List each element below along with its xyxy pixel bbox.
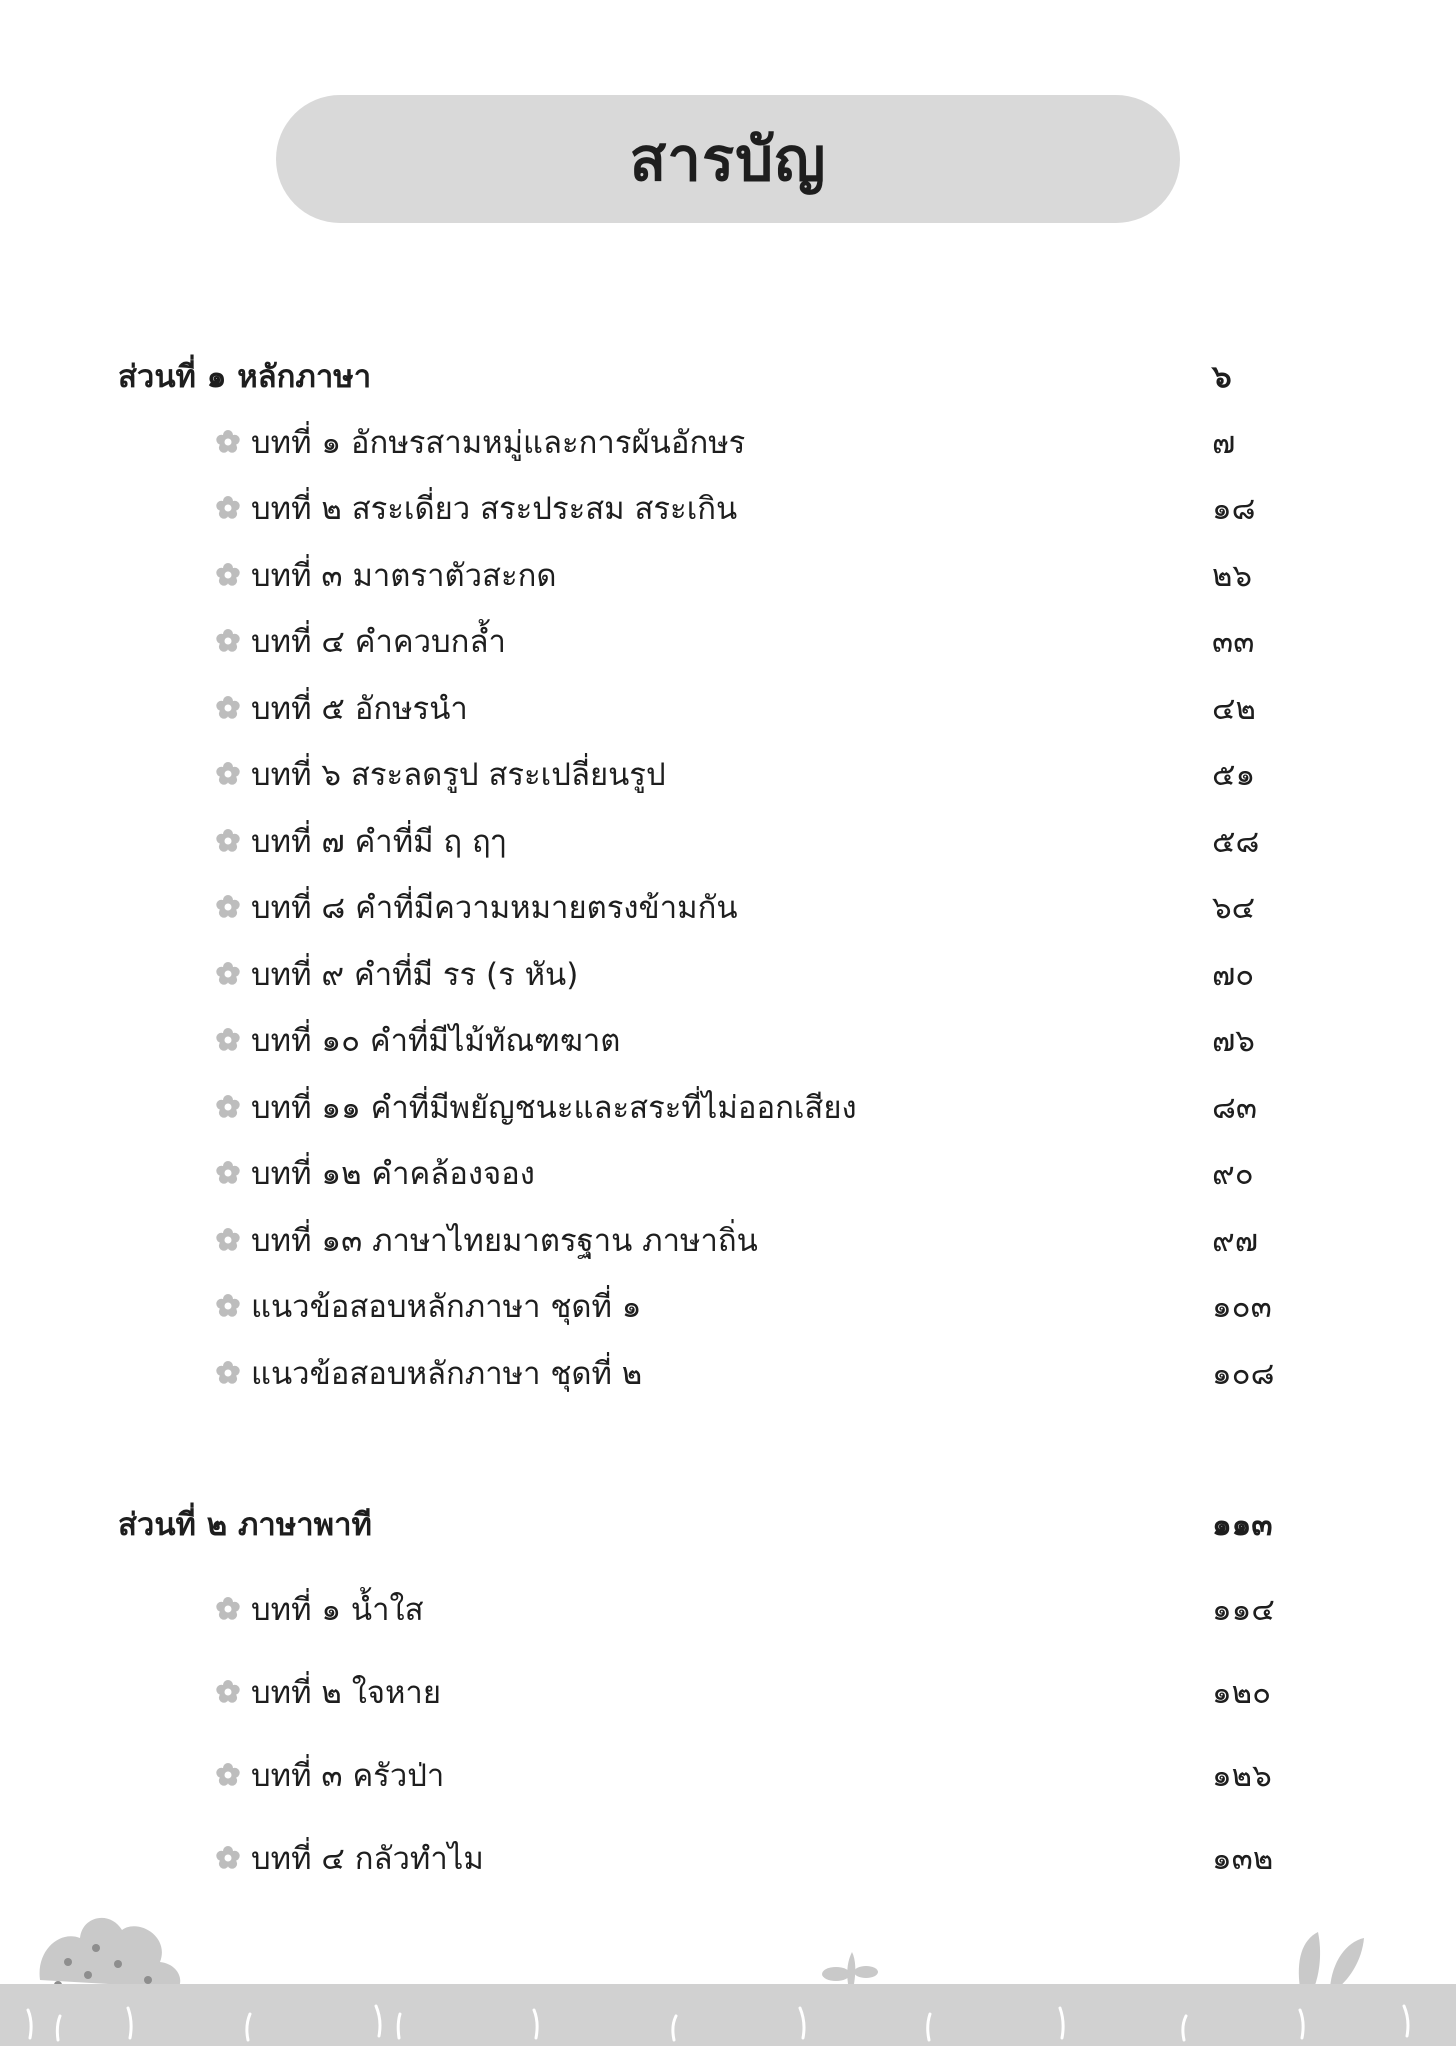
toc-entry[interactable] — [215, 1343, 1288, 1403]
flower-bullet-icon — [215, 894, 241, 920]
toc-entry-page-number: ๗๐ — [1212, 957, 1255, 993]
title-banner — [276, 95, 1180, 223]
toc-entry-label: บทที่ ๕ อักษรนำ — [251, 691, 468, 727]
toc-entry-page-number: ๑๓๒ — [1212, 1841, 1274, 1877]
leaf-sprout-icon — [1299, 1932, 1364, 1988]
flower-bullet-icon — [215, 1227, 241, 1253]
toc-entry[interactable] — [215, 1662, 1288, 1722]
section-page-number: ๖ — [1212, 359, 1232, 395]
toc-entry-page-number: ๖๔ — [1212, 890, 1256, 926]
toc-entry-page-number: ๑๒๐ — [1212, 1675, 1272, 1711]
toc-entry-page-number: ๑๐๓ — [1212, 1289, 1272, 1325]
toc-section-1[interactable] — [118, 346, 1288, 406]
ground-decoration — [0, 1840, 1456, 2046]
flower-bullet-icon — [215, 1027, 241, 1053]
toc-entry-page-number: ๑๑๔ — [1212, 1592, 1275, 1628]
flower-bullet-icon — [215, 695, 241, 721]
toc-entry[interactable] — [215, 1276, 1288, 1336]
toc-entry-page-number: ๕๑ — [1212, 757, 1256, 793]
flower-bullet-icon — [215, 1762, 241, 1788]
flower-bullet-icon — [215, 1094, 241, 1120]
toc-entry-page-number: ๑๒๖ — [1212, 1758, 1272, 1794]
flower-bullet-icon — [215, 1360, 241, 1386]
flower-bullet-icon — [215, 761, 241, 787]
bush-icon — [40, 1918, 181, 1989]
toc-entry-page-number: ๗ — [1212, 425, 1236, 461]
toc-entry-label: แนวข้อสอบหลักภาษา ชุดที่ ๑ — [251, 1289, 642, 1325]
toc-entry-page-number: ๗๖ — [1212, 1023, 1255, 1059]
toc-entry[interactable] — [215, 678, 1288, 738]
toc-entry-page-number: ๑๘ — [1212, 491, 1256, 527]
toc-entry-label: บทที่ ๔ กลัวทำไม — [251, 1841, 484, 1877]
toc-entry[interactable] — [215, 1010, 1288, 1070]
toc-entry-label: บทที่ ๔ คำควบกล้ำ — [251, 624, 506, 660]
toc-entry-label: บทที่ ๑๓ ภาษาไทยมาตรฐาน ภาษาถิ่น — [251, 1223, 758, 1259]
toc-entry-label: บทที่ ๓ มาตราตัวสะกด — [251, 558, 557, 594]
flower-bullet-icon — [215, 828, 241, 854]
toc-entry[interactable] — [215, 1579, 1288, 1639]
toc-entry[interactable] — [215, 478, 1288, 538]
toc-entry-label: บทที่ ๘ คำที่มีความหมายตรงข้ามกัน — [251, 890, 738, 926]
flower-bullet-icon — [215, 495, 241, 521]
toc-entry-label: บทที่ ๖ สระลดรูป สระเปลี่ยนรูป — [251, 757, 666, 793]
flower-bullet-icon — [215, 1679, 241, 1705]
toc-entry-label: บทที่ ๑ อักษรสามหมู่และการผันอักษร — [251, 425, 746, 461]
toc-entry[interactable] — [215, 611, 1288, 671]
section-label: ส่วนที่ ๑ หลักภาษา — [118, 359, 372, 395]
toc-entry-label: บทที่ ๗ คำที่มี ฤ ฤๅ — [251, 824, 506, 860]
toc-entry-page-number: ๔๒ — [1212, 691, 1256, 727]
toc-entry-page-number: ๘๓ — [1212, 1090, 1258, 1126]
toc-entry[interactable] — [215, 877, 1288, 937]
toc-entry-label: บทที่ ๙ คำที่มี รร (ร หัน) — [251, 957, 579, 993]
toc-entry-page-number: ๙๐ — [1212, 1156, 1254, 1192]
flower-bullet-icon — [215, 1293, 241, 1319]
toc-entry-page-number: ๓๓ — [1212, 624, 1255, 660]
page-title: สารบัญ — [629, 124, 827, 195]
toc-entry[interactable] — [215, 811, 1288, 871]
toc-entry[interactable] — [215, 1745, 1288, 1805]
toc-entry-label: บทที่ ๒ ใจหาย — [251, 1675, 441, 1711]
section-label: ส่วนที่ ๒ ภาษาพาที — [118, 1507, 372, 1543]
flower-bullet-icon — [215, 961, 241, 987]
toc-entry-page-number: ๙๗ — [1212, 1223, 1259, 1259]
toc-entry[interactable] — [215, 1143, 1288, 1203]
toc-entry-label: บทที่ ๓ ครัวป่า — [251, 1758, 445, 1794]
toc-entry-page-number: ๕๘ — [1212, 824, 1260, 860]
toc-section-2[interactable] — [118, 1494, 1288, 1554]
toc-entry[interactable] — [215, 1210, 1288, 1270]
sprout-icon — [822, 1952, 878, 1984]
toc-entry-label: บทที่ ๑ น้ำใส — [251, 1592, 424, 1628]
toc-entry[interactable] — [215, 944, 1288, 1004]
toc-entry[interactable] — [215, 412, 1288, 472]
flower-bullet-icon — [215, 1596, 241, 1622]
toc-entry-label: บทที่ ๒ สระเดี่ยว สระประสม สระเกิน — [251, 491, 738, 527]
section-page-number: ๑๑๓ — [1212, 1507, 1273, 1543]
toc-entry-label: บทที่ ๑๒ คำคล้องจอง — [251, 1156, 535, 1192]
toc-entry[interactable] — [215, 1077, 1288, 1137]
flower-bullet-icon — [215, 1160, 241, 1186]
flower-bullet-icon — [215, 429, 241, 455]
flower-bullet-icon — [215, 562, 241, 588]
flower-bullet-icon — [215, 628, 241, 654]
toc-entry-label: แนวข้อสอบหลักภาษา ชุดที่ ๒ — [251, 1356, 643, 1392]
toc-entry-label: บทที่ ๑๑ คำที่มีพยัญชนะและสระที่ไม่ออกเสียง — [251, 1090, 857, 1126]
toc-entry-page-number: ๒๖ — [1212, 558, 1253, 594]
toc-entry-label: บทที่ ๑๐ คำที่มีไม้ทัณฑฆาต — [251, 1023, 621, 1059]
toc-entry-page-number: ๑๐๘ — [1212, 1356, 1275, 1392]
toc-entry[interactable] — [215, 545, 1288, 605]
toc-entry[interactable] — [215, 744, 1288, 804]
